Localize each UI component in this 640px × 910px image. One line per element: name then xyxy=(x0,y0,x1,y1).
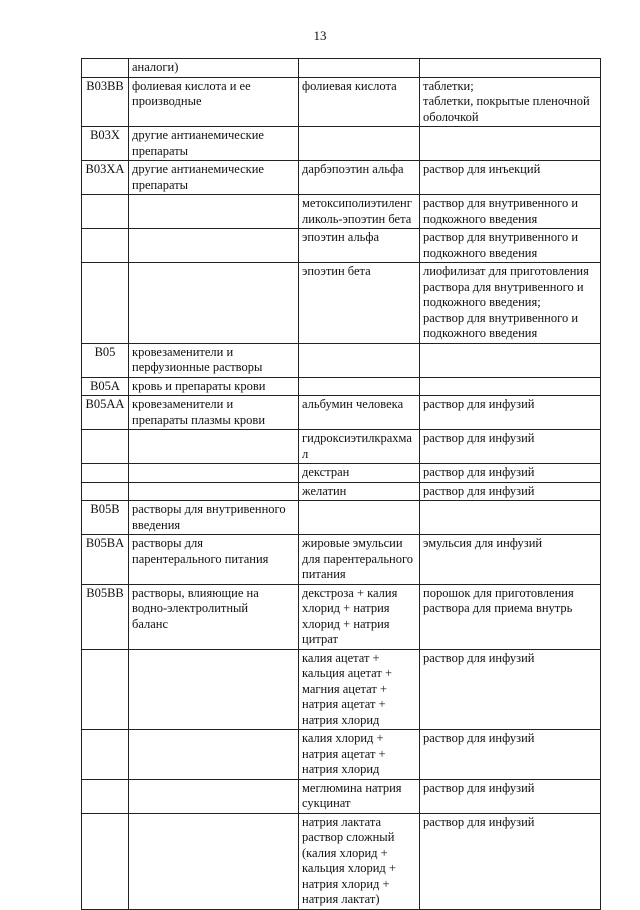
table-row xyxy=(82,195,601,229)
form-line: подкожного введения; xyxy=(423,295,541,309)
drug-name-cell xyxy=(299,377,420,396)
inn-line: метоксиполиэтиленг xyxy=(302,196,412,210)
drug-name-cell xyxy=(299,77,420,127)
group-line: кровь и препараты крови xyxy=(132,378,266,393)
dosage-form-cell xyxy=(420,482,601,501)
atc-code-cell: B03XA xyxy=(82,161,129,195)
form-line: оболочкой xyxy=(423,109,479,124)
group-line: растворы, влияющие на xyxy=(132,585,259,600)
dosage-form-cell xyxy=(420,730,601,780)
group-line: препараты xyxy=(132,177,189,192)
inn-line: декстран xyxy=(302,465,350,479)
table-row xyxy=(82,482,601,501)
anatomical-group-cell xyxy=(129,377,299,396)
table-row xyxy=(82,229,601,263)
atc-code-cell: B05A xyxy=(82,377,129,396)
form-line: лиофилизат для приготовления xyxy=(423,264,589,278)
drug-name-cell xyxy=(299,430,420,464)
form-line: таблетки, покрытые пленочной xyxy=(423,94,590,108)
group-line: препараты xyxy=(132,143,189,158)
table-row xyxy=(82,377,601,396)
form-line: раствора для приема внутрь xyxy=(423,601,573,615)
atc-code-cell xyxy=(82,464,129,483)
drug-name-cell xyxy=(299,195,420,229)
table-row xyxy=(82,730,601,780)
dosage-form-cell xyxy=(420,377,601,396)
anatomical-group-cell xyxy=(129,501,299,535)
form-line: раствор для инъекций xyxy=(423,162,541,176)
dosage-form-cell xyxy=(420,263,601,344)
form-line: раствора для внутривенного и xyxy=(423,279,584,294)
group-line: производные xyxy=(132,94,202,108)
table-row xyxy=(82,430,601,464)
table-row xyxy=(82,501,601,535)
form-line: раствор для инфузий xyxy=(423,780,535,795)
atc-code-cell xyxy=(82,779,129,813)
atc-code-cell xyxy=(82,229,129,263)
group-line: баланс xyxy=(132,616,169,631)
anatomical-group-cell xyxy=(129,343,299,377)
group-line: перфузионные растворы xyxy=(132,360,263,374)
inn-line: натрия хлорид xyxy=(302,712,380,727)
table-row xyxy=(82,396,601,430)
inn-line: калия хлорид + xyxy=(302,731,384,745)
atc-code-cell: B03BB xyxy=(82,77,129,127)
inn-line: хлорид + натрия xyxy=(302,616,390,631)
anatomical-group-cell xyxy=(129,649,299,730)
drug-name-cell xyxy=(299,482,420,501)
anatomical-group-cell xyxy=(129,813,299,909)
inn-line: фолиевая кислота xyxy=(302,78,397,93)
inn-line: меглюмина натрия xyxy=(302,780,402,795)
atc-code-cell: B05BA xyxy=(82,535,129,585)
drug-name-cell xyxy=(299,584,420,649)
table-row xyxy=(82,127,601,161)
table-row xyxy=(82,77,601,127)
anatomical-group-cell xyxy=(129,430,299,464)
inn-line: кальция ацетат + xyxy=(302,666,392,680)
inn-line: эпоэтин альфа xyxy=(302,230,380,244)
inn-line: раствор сложный xyxy=(302,830,395,844)
drug-name-cell xyxy=(299,730,420,780)
atc-code-cell xyxy=(82,59,129,78)
anatomical-group-cell xyxy=(129,263,299,344)
anatomical-group-cell xyxy=(129,396,299,430)
inn-line: для парентерального xyxy=(302,551,414,566)
form-line: раствор для инфузий xyxy=(423,483,535,498)
dosage-form-cell xyxy=(420,77,601,127)
inn-line: дарбэпоэтин альфа xyxy=(302,162,404,176)
drug-name-cell xyxy=(299,501,420,535)
anatomical-group-cell xyxy=(129,482,299,501)
atc-code-cell xyxy=(82,730,129,780)
inn-line: натрия ацетат + xyxy=(302,746,386,761)
group-line: введения xyxy=(132,517,181,532)
group-line: водно-электролитный xyxy=(132,601,249,615)
atc-code-cell xyxy=(82,195,129,229)
inn-line: (калия хлорид + xyxy=(302,845,388,860)
inn-line: ликоль-эпоэтин бета xyxy=(302,211,412,226)
inn-line: декстроза + калия xyxy=(302,585,398,600)
inn-line: кальция хлорид + xyxy=(302,861,396,875)
form-line: раствор для инфузий xyxy=(423,465,535,479)
atc-code-cell xyxy=(82,482,129,501)
form-line: раствор для внутривенного и xyxy=(423,196,579,210)
inn-line: л xyxy=(302,446,309,461)
inn-line: эпоэтин бета xyxy=(302,264,371,278)
anatomical-group-cell xyxy=(129,779,299,813)
dosage-form-cell xyxy=(420,343,601,377)
inn-line: натрия лактата xyxy=(302,814,382,829)
form-line: подкожного введения xyxy=(423,245,538,260)
group-line: растворы для xyxy=(132,536,203,550)
table-row xyxy=(82,263,601,344)
form-line: раствор для инфузий xyxy=(423,431,535,445)
table-row xyxy=(82,343,601,377)
form-line: раствор для инфузий xyxy=(423,397,535,411)
inn-line: магния ацетат + xyxy=(302,681,388,696)
form-line: раствор для внутривенного и xyxy=(423,230,579,244)
atc-code-cell xyxy=(82,813,129,909)
dosage-form-cell xyxy=(420,195,601,229)
group-line: другие антианемические xyxy=(132,162,264,176)
dosage-form-cell xyxy=(420,396,601,430)
drug-name-cell xyxy=(299,263,420,344)
dosage-form-cell xyxy=(420,127,601,161)
table-row xyxy=(82,813,601,909)
dosage-form-cell xyxy=(420,584,601,649)
dosage-form-cell xyxy=(420,649,601,730)
atc-code-cell: B05B xyxy=(82,501,129,535)
dosage-form-cell xyxy=(420,535,601,585)
form-line: эмульсия для инфузий xyxy=(423,536,543,550)
anatomical-group-cell xyxy=(129,464,299,483)
anatomical-group-cell xyxy=(129,229,299,263)
inn-line: натрия ацетат + xyxy=(302,697,386,711)
atc-code-cell xyxy=(82,263,129,344)
anatomical-group-cell xyxy=(129,161,299,195)
inn-line: гидроксиэтилкрахма xyxy=(302,431,412,445)
inn-line: цитрат xyxy=(302,632,338,646)
atc-code-cell: B05BB xyxy=(82,584,129,649)
anatomical-group-cell xyxy=(129,730,299,780)
atc-code-cell xyxy=(82,430,129,464)
table-row xyxy=(82,59,601,78)
table-row xyxy=(82,779,601,813)
inn-line: натрия лактат) xyxy=(302,892,380,906)
inn-line: альбумин человека xyxy=(302,397,404,411)
group-line: парентерального питания xyxy=(132,551,269,566)
group-line: растворы для внутривенного xyxy=(132,502,286,516)
drug-name-cell xyxy=(299,396,420,430)
dosage-form-cell xyxy=(420,813,601,909)
form-line: раствор для инфузий xyxy=(423,650,535,665)
anatomical-group-cell xyxy=(129,584,299,649)
table-row xyxy=(82,535,601,585)
dosage-form-cell xyxy=(420,161,601,195)
dosage-form-cell xyxy=(420,229,601,263)
table-row xyxy=(82,649,601,730)
drug-classification-table xyxy=(81,58,601,910)
dosage-form-cell xyxy=(420,59,601,78)
group-line: кровезаменители и xyxy=(132,344,234,359)
anatomical-group-cell xyxy=(129,77,299,127)
anatomical-group-cell xyxy=(129,127,299,161)
inn-line: желатин xyxy=(302,483,347,498)
dosage-form-cell xyxy=(420,501,601,535)
inn-line: калия ацетат + xyxy=(302,650,380,665)
atc-code-cell: B05 xyxy=(82,343,129,377)
drug-name-cell xyxy=(299,161,420,195)
dosage-form-cell xyxy=(420,464,601,483)
drug-name-cell xyxy=(299,535,420,585)
dosage-form-cell xyxy=(420,430,601,464)
form-line: раствор для инфузий xyxy=(423,731,535,745)
dosage-form-cell xyxy=(420,779,601,813)
group-line: препараты плазмы крови xyxy=(132,412,266,427)
inn-line: натрия хлорид xyxy=(302,762,380,776)
drug-name-cell xyxy=(299,127,420,161)
drug-name-cell xyxy=(299,779,420,813)
group-line: фолиевая кислота и ее xyxy=(132,78,251,93)
group-line: кровезаменители и xyxy=(132,397,234,411)
group-line: аналоги) xyxy=(132,60,179,74)
drug-name-cell xyxy=(299,649,420,730)
atc-code-cell xyxy=(82,649,129,730)
drug-name-cell xyxy=(299,59,420,78)
inn-line: сукцинат xyxy=(302,796,351,810)
page-number: 13 xyxy=(313,28,327,43)
drug-name-cell xyxy=(299,343,420,377)
form-line: раствор для инфузий xyxy=(423,814,535,829)
anatomical-group-cell xyxy=(129,535,299,585)
inn-line: жировые эмульсии xyxy=(302,536,403,550)
table-row xyxy=(82,161,601,195)
form-line: порошок для приготовления xyxy=(423,585,574,600)
table-row xyxy=(82,584,601,649)
atc-code-cell: B05AA xyxy=(82,396,129,430)
drug-name-cell xyxy=(299,229,420,263)
form-line: подкожного введения xyxy=(423,326,538,340)
anatomical-group-cell xyxy=(129,59,299,78)
anatomical-group-cell xyxy=(129,195,299,229)
drug-name-cell xyxy=(299,464,420,483)
form-line: подкожного введения xyxy=(423,211,538,226)
drug-name-cell xyxy=(299,813,420,909)
group-line: другие антианемические xyxy=(132,128,264,142)
table-row xyxy=(82,464,601,483)
form-line: таблетки; xyxy=(423,78,474,93)
inn-line: натрия хлорид + xyxy=(302,876,390,891)
atc-code-cell: B03X xyxy=(82,127,129,161)
form-line: раствор для внутривенного и xyxy=(423,310,579,325)
inn-line: хлорид + натрия xyxy=(302,601,390,615)
inn-line: питания xyxy=(302,567,346,581)
